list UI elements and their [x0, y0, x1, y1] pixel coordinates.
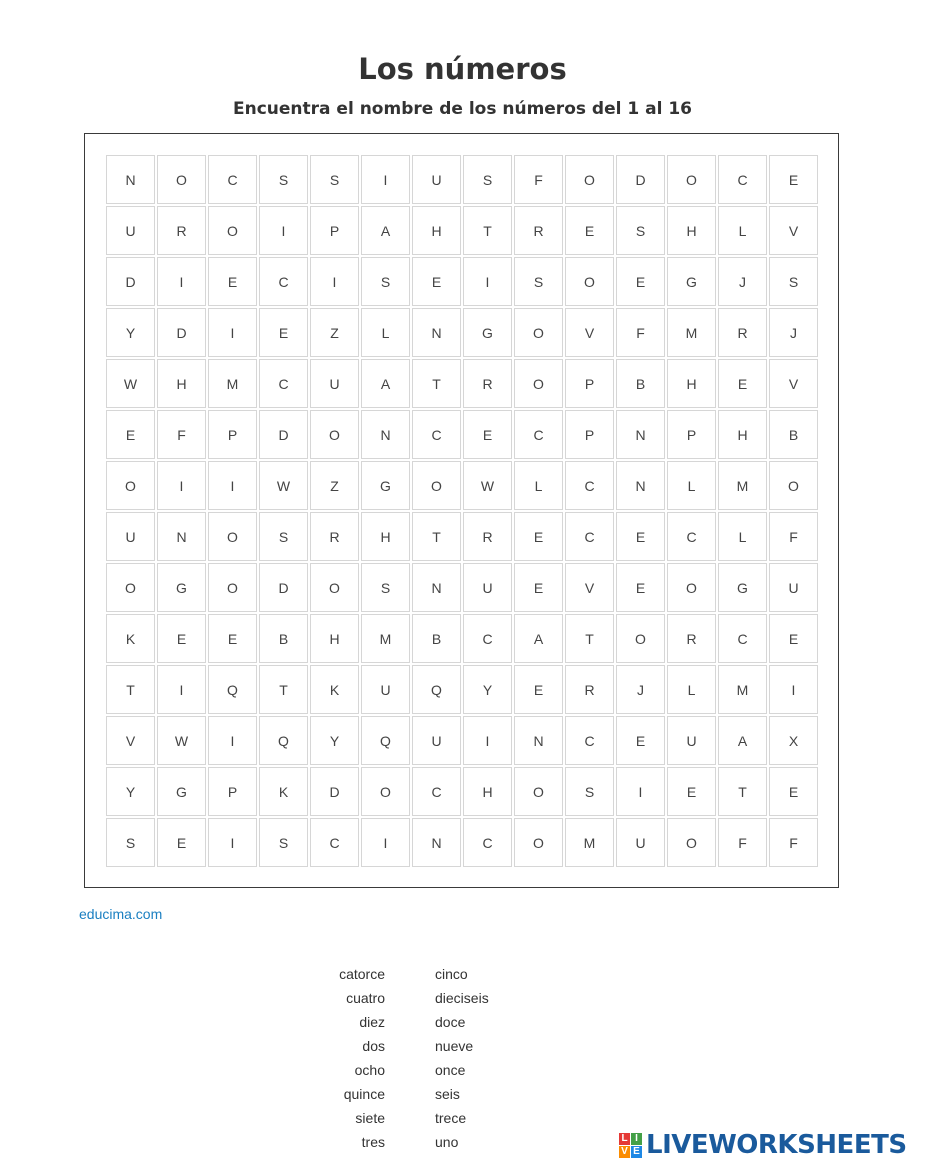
grid-cell[interactable]: F — [718, 818, 767, 867]
grid-cell[interactable]: S — [769, 257, 818, 306]
grid-cell[interactable]: F — [157, 410, 206, 459]
grid-cell[interactable]: P — [565, 359, 614, 408]
grid-cell[interactable]: D — [259, 563, 308, 612]
grid-cell[interactable]: C — [718, 614, 767, 663]
grid-cell[interactable]: U — [412, 155, 461, 204]
grid-cell[interactable]: H — [667, 206, 716, 255]
word-search-grid[interactable] — [106, 155, 818, 867]
grid-cell[interactable]: N — [616, 461, 665, 510]
grid-cell[interactable]: P — [667, 410, 716, 459]
grid-cell[interactable]: W — [259, 461, 308, 510]
grid-cell[interactable]: W — [106, 359, 155, 408]
grid-cell[interactable]: I — [463, 716, 512, 765]
grid-cell[interactable]: I — [157, 461, 206, 510]
grid-cell[interactable]: C — [412, 410, 461, 459]
logo-mark-tile: L — [619, 1133, 630, 1145]
grid-cell[interactable]: M — [361, 614, 410, 663]
grid-cell[interactable]: O — [514, 359, 563, 408]
grid-cell[interactable]: O — [616, 614, 665, 663]
word-list-item: nueve — [435, 1038, 474, 1054]
grid-cell[interactable]: I — [259, 206, 308, 255]
grid-cell[interactable]: J — [718, 257, 767, 306]
grid-cell[interactable]: M — [667, 308, 716, 357]
grid-cell[interactable]: T — [565, 614, 614, 663]
grid-cell[interactable]: K — [310, 665, 359, 714]
grid-cell[interactable]: S — [259, 155, 308, 204]
grid-cell[interactable]: V — [565, 308, 614, 357]
grid-cell[interactable]: L — [667, 461, 716, 510]
grid-cell[interactable]: O — [106, 461, 155, 510]
grid-cell[interactable]: N — [412, 308, 461, 357]
grid-cell[interactable]: N — [514, 716, 563, 765]
grid-cell[interactable]: P — [208, 767, 257, 816]
grid-cell[interactable]: O — [310, 410, 359, 459]
grid-cell[interactable]: S — [514, 257, 563, 306]
grid-cell[interactable]: O — [208, 563, 257, 612]
grid-cell[interactable]: U — [667, 716, 716, 765]
grid-cell[interactable]: E — [718, 359, 767, 408]
grid-cell[interactable]: E — [565, 206, 614, 255]
grid-cell[interactable]: X — [769, 716, 818, 765]
grid-cell[interactable]: Y — [310, 716, 359, 765]
grid-cell[interactable]: C — [259, 359, 308, 408]
grid-cell[interactable]: O — [361, 767, 410, 816]
word-list-item: siete — [355, 1110, 385, 1126]
grid-cell[interactable]: E — [208, 257, 257, 306]
word-list-item: ocho — [354, 1062, 385, 1078]
grid-cell[interactable]: P — [208, 410, 257, 459]
grid-cell[interactable]: S — [463, 155, 512, 204]
grid-cell[interactable]: Y — [106, 308, 155, 357]
grid-cell[interactable]: T — [718, 767, 767, 816]
grid-cell[interactable]: E — [667, 767, 716, 816]
grid-cell[interactable]: L — [718, 512, 767, 561]
word-list-right — [435, 962, 555, 1154]
grid-cell[interactable]: M — [208, 359, 257, 408]
grid-cell[interactable]: O — [208, 512, 257, 561]
grid-cell[interactable]: F — [616, 308, 665, 357]
grid-cell[interactable]: W — [463, 461, 512, 510]
grid-cell[interactable]: M — [565, 818, 614, 867]
grid-cell[interactable]: A — [361, 359, 410, 408]
grid-cell[interactable]: K — [106, 614, 155, 663]
word-list-item: cinco — [435, 966, 468, 982]
grid-cell[interactable]: H — [718, 410, 767, 459]
grid-cell[interactable]: I — [208, 818, 257, 867]
grid-cell[interactable]: V — [769, 206, 818, 255]
grid-cell[interactable]: O — [514, 767, 563, 816]
grid-cell[interactable]: R — [565, 665, 614, 714]
grid-cell[interactable]: S — [361, 257, 410, 306]
grid-cell[interactable]: F — [514, 155, 563, 204]
grid-cell[interactable]: V — [769, 359, 818, 408]
grid-cell[interactable]: R — [157, 206, 206, 255]
grid-cell[interactable]: P — [310, 206, 359, 255]
grid-cell[interactable]: Z — [310, 461, 359, 510]
grid-cell[interactable]: T — [259, 665, 308, 714]
grid-cell[interactable]: C — [667, 512, 716, 561]
grid-cell[interactable]: H — [361, 512, 410, 561]
grid-cell[interactable]: J — [616, 665, 665, 714]
grid-cell[interactable]: U — [769, 563, 818, 612]
grid-cell[interactable]: D — [616, 155, 665, 204]
grid-cell[interactable]: U — [463, 563, 512, 612]
grid-cell[interactable]: A — [514, 614, 563, 663]
grid-cell[interactable]: E — [616, 512, 665, 561]
grid-cell[interactable]: B — [412, 614, 461, 663]
grid-cell[interactable]: U — [616, 818, 665, 867]
grid-cell[interactable]: I — [208, 461, 257, 510]
grid-cell[interactable]: O — [157, 155, 206, 204]
grid-cell[interactable]: C — [259, 257, 308, 306]
grid-cell[interactable]: U — [310, 359, 359, 408]
grid-cell[interactable]: H — [412, 206, 461, 255]
grid-cell[interactable]: H — [463, 767, 512, 816]
grid-cell[interactable]: N — [412, 563, 461, 612]
grid-cell[interactable]: B — [259, 614, 308, 663]
grid-cell[interactable]: S — [106, 818, 155, 867]
grid-cell[interactable]: L — [718, 206, 767, 255]
grid-cell[interactable]: E — [514, 512, 563, 561]
grid-cell[interactable]: E — [157, 818, 206, 867]
grid-cell[interactable]: O — [310, 563, 359, 612]
grid-cell[interactable]: C — [412, 767, 461, 816]
word-list-item: seis — [435, 1086, 460, 1102]
word-list-item: tres — [361, 1134, 385, 1150]
grid-cell[interactable]: R — [463, 359, 512, 408]
source-link[interactable]: educima.com — [79, 906, 163, 922]
grid-cell[interactable]: F — [769, 512, 818, 561]
grid-cell[interactable]: G — [718, 563, 767, 612]
grid-cell[interactable]: O — [667, 563, 716, 612]
grid-cell[interactable]: E — [616, 257, 665, 306]
grid-cell[interactable]: C — [310, 818, 359, 867]
grid-cell[interactable]: I — [208, 716, 257, 765]
word-list-item: quince — [343, 1086, 385, 1102]
word-list-item: dieciseis — [435, 990, 489, 1006]
grid-cell[interactable]: R — [463, 512, 512, 561]
grid-cell[interactable]: E — [259, 308, 308, 357]
grid-cell[interactable]: L — [667, 665, 716, 714]
grid-cell[interactable]: F — [769, 818, 818, 867]
grid-cell[interactable]: E — [208, 614, 257, 663]
word-list-item: diez — [359, 1014, 385, 1030]
grid-cell[interactable]: N — [412, 818, 461, 867]
grid-cell[interactable]: C — [565, 512, 614, 561]
grid-cell[interactable]: V — [565, 563, 614, 612]
grid-cell[interactable]: E — [157, 614, 206, 663]
grid-cell[interactable]: E — [616, 563, 665, 612]
word-list-item: uno — [435, 1134, 459, 1150]
grid-cell[interactable]: A — [718, 716, 767, 765]
grid-cell[interactable]: A — [361, 206, 410, 255]
word-list-left — [290, 962, 385, 1154]
grid-cell[interactable]: N — [361, 410, 410, 459]
grid-cell[interactable]: U — [361, 665, 410, 714]
grid-cell[interactable]: R — [310, 512, 359, 561]
grid-cell[interactable]: U — [106, 512, 155, 561]
grid-cell[interactable]: O — [208, 206, 257, 255]
grid-cell[interactable]: L — [514, 461, 563, 510]
grid-cell[interactable]: C — [208, 155, 257, 204]
grid-cell[interactable]: G — [361, 461, 410, 510]
grid-cell[interactable]: S — [310, 155, 359, 204]
word-list-item: once — [435, 1062, 466, 1078]
grid-cell[interactable]: E — [106, 410, 155, 459]
grid-cell[interactable]: B — [616, 359, 665, 408]
grid-cell[interactable]: Z — [310, 308, 359, 357]
grid-cell[interactable]: L — [361, 308, 410, 357]
grid-cell[interactable]: S — [259, 512, 308, 561]
grid-cell[interactable]: O — [769, 461, 818, 510]
word-search-frame — [84, 133, 839, 888]
grid-cell[interactable]: O — [667, 818, 716, 867]
grid-cell[interactable]: S — [565, 767, 614, 816]
grid-cell[interactable]: E — [514, 563, 563, 612]
grid-cell[interactable]: D — [106, 257, 155, 306]
grid-cell[interactable]: H — [310, 614, 359, 663]
grid-cell[interactable]: R — [514, 206, 563, 255]
grid-cell[interactable]: G — [667, 257, 716, 306]
grid-cell[interactable]: J — [769, 308, 818, 357]
word-list-item: catorce — [339, 966, 385, 982]
grid-cell[interactable]: P — [565, 410, 614, 459]
grid-cell[interactable]: Q — [361, 716, 410, 765]
grid-cell[interactable]: E — [412, 257, 461, 306]
grid-cell[interactable]: T — [106, 665, 155, 714]
grid-cell[interactable]: O — [565, 155, 614, 204]
page-title: Los números — [358, 52, 567, 86]
grid-cell[interactable]: I — [310, 257, 359, 306]
grid-cell[interactable]: I — [157, 665, 206, 714]
grid-cell[interactable]: M — [718, 461, 767, 510]
grid-cell[interactable]: D — [157, 308, 206, 357]
grid-cell[interactable]: Y — [463, 665, 512, 714]
grid-cell[interactable]: R — [667, 614, 716, 663]
grid-cell[interactable]: E — [769, 767, 818, 816]
grid-cell[interactable]: T — [412, 512, 461, 561]
page-subtitle: Encuentra el nombre de los números del 1 al 16 — [233, 99, 692, 119]
grid-cell[interactable]: S — [616, 206, 665, 255]
liveworksheets-logo — [619, 1130, 907, 1160]
grid-cell[interactable]: E — [463, 410, 512, 459]
word-list-item: dos — [362, 1038, 385, 1054]
grid-cell[interactable]: V — [106, 716, 155, 765]
grid-cell[interactable]: S — [361, 563, 410, 612]
grid-cell[interactable]: E — [769, 155, 818, 204]
grid-cell[interactable]: T — [463, 206, 512, 255]
grid-cell[interactable]: E — [616, 716, 665, 765]
grid-cell[interactable]: G — [157, 563, 206, 612]
grid-cell[interactable]: H — [157, 359, 206, 408]
grid-cell[interactable]: B — [769, 410, 818, 459]
grid-cell[interactable]: M — [718, 665, 767, 714]
grid-cell[interactable]: G — [463, 308, 512, 357]
grid-cell[interactable]: O — [514, 818, 563, 867]
grid-cell[interactable]: C — [565, 716, 614, 765]
logo-mark-tile: E — [631, 1146, 642, 1158]
logo-mark-tile: V — [619, 1146, 630, 1158]
grid-cell[interactable]: Q — [412, 665, 461, 714]
grid-cell[interactable]: I — [616, 767, 665, 816]
grid-cell[interactable]: K — [259, 767, 308, 816]
grid-cell[interactable]: C — [463, 818, 512, 867]
grid-cell[interactable]: R — [718, 308, 767, 357]
grid-cell[interactable]: C — [565, 461, 614, 510]
grid-cell[interactable]: D — [259, 410, 308, 459]
word-list-item: doce — [435, 1014, 466, 1030]
liveworksheets-logo-icon — [619, 1133, 642, 1158]
grid-cell[interactable]: H — [667, 359, 716, 408]
grid-cell[interactable]: Q — [259, 716, 308, 765]
grid-cell[interactable]: N — [616, 410, 665, 459]
grid-cell[interactable]: N — [106, 155, 155, 204]
grid-cell[interactable]: U — [412, 716, 461, 765]
grid-cell[interactable]: I — [769, 665, 818, 714]
grid-cell[interactable]: I — [361, 818, 410, 867]
grid-cell[interactable]: I — [157, 257, 206, 306]
grid-cell[interactable]: E — [514, 665, 563, 714]
grid-cell[interactable]: T — [412, 359, 461, 408]
grid-cell[interactable]: O — [565, 257, 614, 306]
grid-cell[interactable]: O — [106, 563, 155, 612]
grid-cell[interactable]: U — [106, 206, 155, 255]
grid-cell[interactable]: C — [463, 614, 512, 663]
grid-cell[interactable]: E — [769, 614, 818, 663]
grid-cell[interactable]: N — [157, 512, 206, 561]
logo-mark-tile: I — [631, 1133, 642, 1145]
grid-cell[interactable]: Y — [106, 767, 155, 816]
logo-text: LIVEWORKSHEETS — [646, 1130, 907, 1160]
grid-cell[interactable]: O — [412, 461, 461, 510]
grid-cell[interactable]: S — [259, 818, 308, 867]
grid-cell[interactable]: C — [514, 410, 563, 459]
grid-cell[interactable]: D — [310, 767, 359, 816]
grid-cell[interactable]: G — [157, 767, 206, 816]
grid-cell[interactable]: I — [208, 308, 257, 357]
grid-cell[interactable]: Q — [208, 665, 257, 714]
grid-cell[interactable]: O — [667, 155, 716, 204]
word-list-item: cuatro — [346, 990, 385, 1006]
word-list-item: trece — [435, 1110, 467, 1126]
grid-cell[interactable]: I — [463, 257, 512, 306]
grid-cell[interactable]: C — [718, 155, 767, 204]
grid-cell[interactable]: I — [361, 155, 410, 204]
grid-cell[interactable]: O — [514, 308, 563, 357]
grid-cell[interactable]: W — [157, 716, 206, 765]
